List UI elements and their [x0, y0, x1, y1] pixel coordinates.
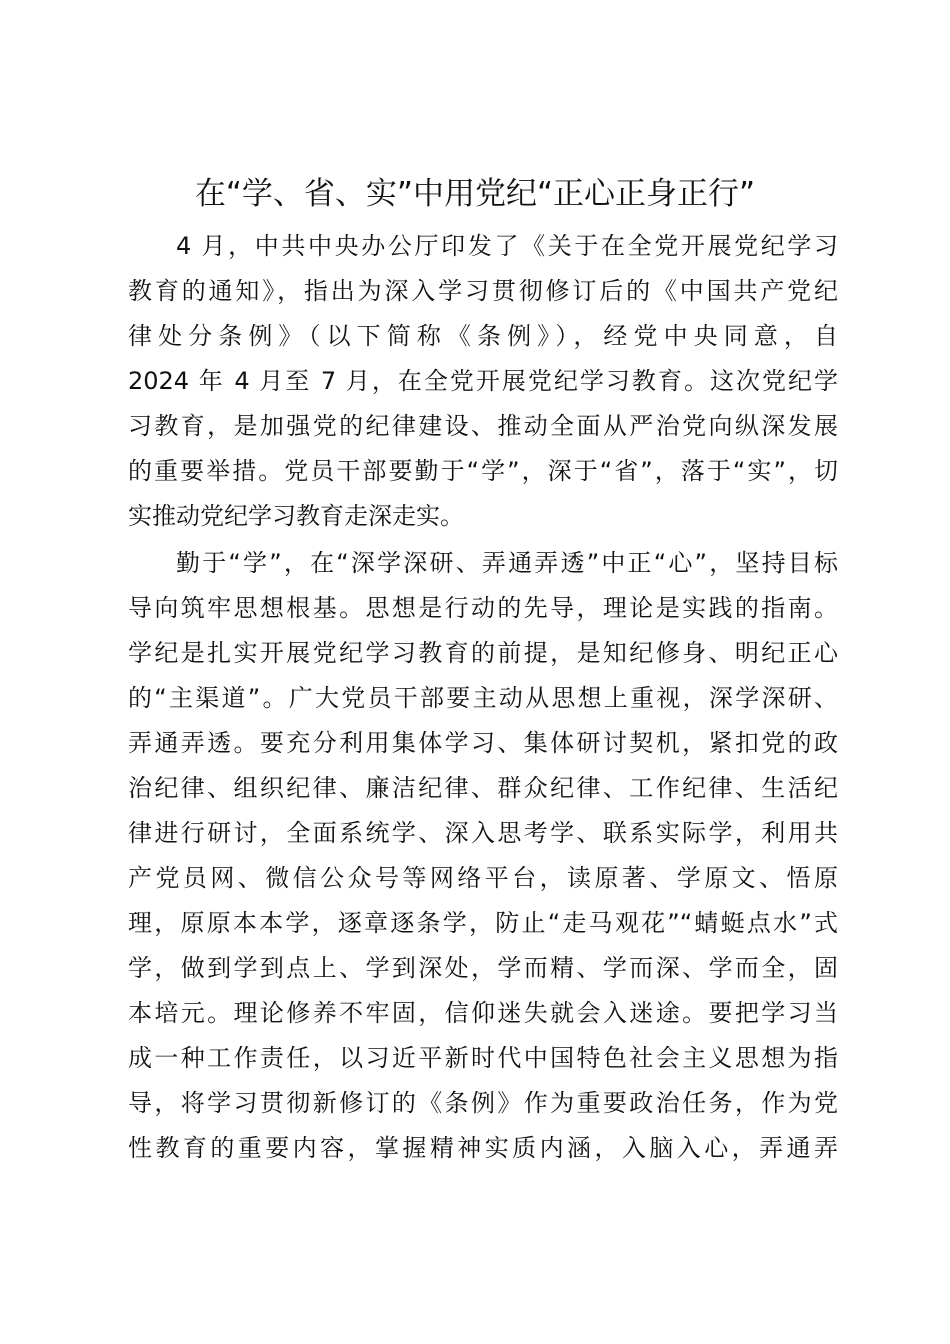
text-line: 实推动党纪学习教育走深走实。 [128, 502, 464, 530]
text-line: 律进行研讨，全面系统学、深入思考学、联系实际学，利用共 [128, 819, 838, 847]
text-line: 性教育的重要内容，掌握精神实质内涵，入脑入心，弄通弄 [128, 1134, 838, 1162]
document-body [128, 224, 838, 1171]
text-line: 成一种工作责任，以习近平新时代中国特色社会主义思想为指 [128, 1044, 838, 1072]
text-line: 导向筑牢思想根基。思想是行动的先导，理论是实践的指南。 [128, 594, 838, 622]
paragraph-2 [128, 541, 838, 1171]
text-line: 教育的通知》，指出为深入学习贯彻修订后的《中国共产党纪 [128, 277, 838, 305]
text-line: 理，原原本本学，逐章逐条学，防止“走马观花”“蜻蜓点水”式 [128, 909, 838, 937]
text-line: 学，做到学到点上、学到深处，学而精、学而深、学而全，固 [128, 954, 838, 982]
text-line: 学纪是扎实开展党纪学习教育的前提，是知纪修身、明纪正心 [128, 639, 838, 667]
paragraph-1 [128, 224, 838, 539]
text-line: 律处分条例》（以下简称《条例》），经党中央同意，自 [128, 322, 838, 350]
text-line: 产党员网、微信公众号等网络平台，读原著、学原文、悟原 [128, 864, 838, 892]
text-line: 2024 年 4 月至 7 月，在全党开展党纪学习教育。这次党纪学 [128, 367, 838, 395]
text-line: 4 月，中共中央办公厅印发了《关于在全党开展党纪学习 [176, 232, 838, 260]
text-line: 弄通弄透。要充分利用集体学习、集体研讨契机，紧扣党的政 [128, 729, 838, 757]
text-line: 勤于“学”，在“深学深研、弄通弄透”中正“心”，坚持目标 [176, 549, 838, 577]
text-line: 的重要举措。党员干部要勤于“学”，深于“省”，落于“实”，切 [128, 457, 838, 485]
text-line: 导，将学习贯彻新修订的《条例》作为重要政治任务，作为党 [128, 1089, 838, 1117]
document-title: 在“学、省、实”中用党纪“正心正身正行” [194, 176, 756, 212]
text-line: 习教育，是加强党的纪律建设、推动全面从严治党向纵深发展 [128, 412, 838, 440]
text-line: 的“主渠道”。广大党员干部要主动从思想上重视，深学深研、 [128, 684, 838, 712]
text-line: 本培元。理论修养不牢固，信仰迷失就会入迷途。要把学习当 [128, 999, 838, 1027]
text-line: 治纪律、组织纪律、廉洁纪律、群众纪律、工作纪律、生活纪 [128, 774, 838, 802]
